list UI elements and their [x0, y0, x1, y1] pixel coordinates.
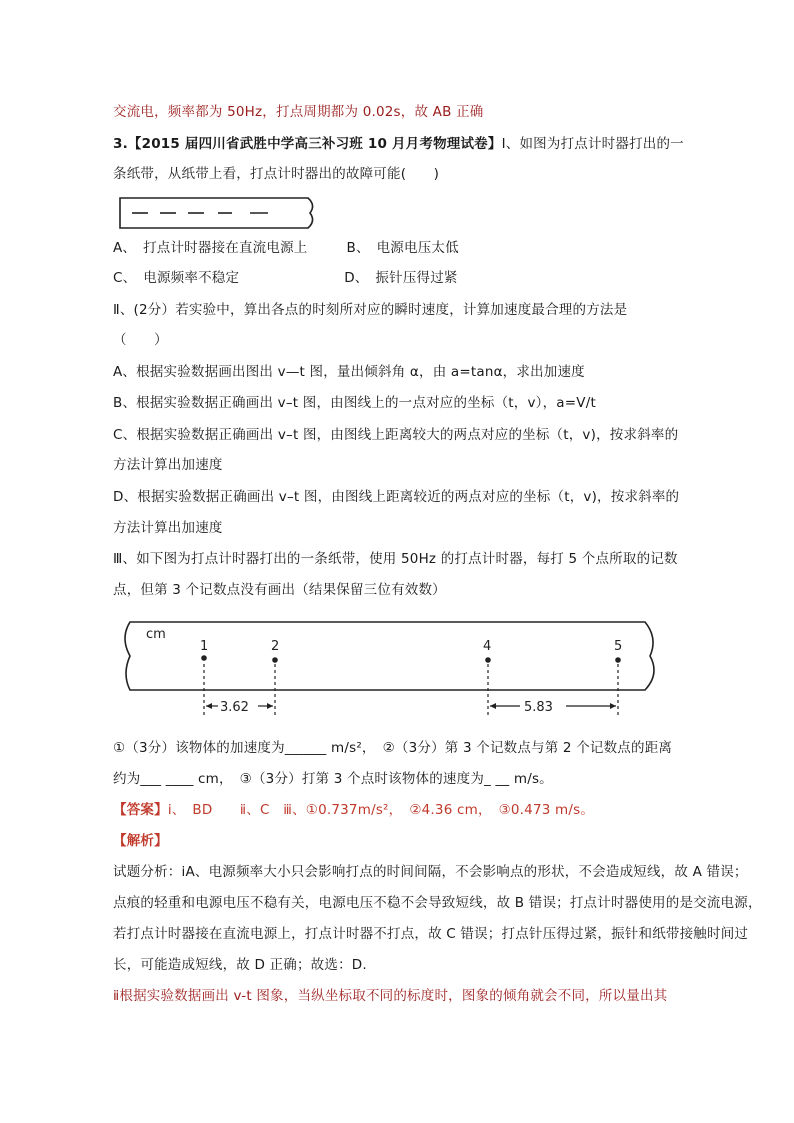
option-a: A、 打点计时器接在直流电源上	[113, 240, 308, 256]
answer-tag: 【答案】	[113, 802, 168, 818]
question-3-header	[113, 134, 684, 154]
tape-unit-label: cm	[146, 627, 166, 642]
count-point-4	[485, 657, 491, 663]
question-source: 【2015 届四川省武胜中学高三补习班 10 月月考物理试卷】	[127, 136, 502, 152]
part2-option-b: B、根据实验数据正确画出 v–t 图，由图线上的一点对应的坐标（t，v），a=V/t	[113, 395, 596, 411]
analysis-line-5: ⅱ根据实验数据画出 v-t 图象，当纵坐标取不同的标度时，图象的倾角就会不同，所以量出其	[113, 988, 668, 1004]
part1-intro-b: 条纸带，从纸带上看，打点计时器出的故障可能( )	[113, 166, 440, 182]
fill-in-line-b: 约为___ ____ cm， ③（3分）打第 3 个点时该物体的速度为_ __ m/s。	[113, 771, 553, 787]
part3-question-a: Ⅲ、如下图为打点计时器打出的一条纸带，使用 50Hz 的打点计时器，每打 5 个点所取的记数	[113, 551, 678, 567]
option-c: C、 电源频率不稳定	[113, 270, 240, 286]
fill-in-line-a: ①（3分）该物体的加速度为______ m/s²， ②（3分）第 3 个记数点与第 2 个记数点的距离	[113, 740, 673, 756]
distance-label-4-5: 5.83	[524, 700, 553, 715]
count-point-label-5: 5	[614, 639, 623, 654]
analysis-tag: 【解析】	[113, 833, 168, 849]
option-b: B、 电源电压太低	[346, 240, 459, 256]
count-point-label-4: 4	[483, 639, 492, 654]
count-point-2	[272, 657, 278, 663]
part2-option-a: A、根据实验数据画出图出 v—t 图，量出倾斜角 α，由 a=tanα，求出加速度	[113, 364, 585, 380]
option-row-2	[113, 268, 458, 288]
count-point-label-2: 2	[271, 639, 280, 654]
answer-text: ⅰ、 BD ⅱ、C ⅲ、①0.737m/s²， ②4.36 cm， ③0.473 m/s。	[167, 802, 595, 818]
option-d: D、 振针压得过紧	[344, 270, 458, 286]
analysis-line-3: 若打点计时器接在直流电源上，打点计时器不打点，故 C 错误；打点针压得过紧，振针和纸带接触时间过	[113, 926, 749, 942]
part2-question-a: Ⅱ、(2分）若实验中，算出各点的时刻所对应的瞬时速度，计算加速度最合理的方法是	[113, 302, 628, 318]
question-number: 3.	[113, 136, 128, 152]
part1-intro-a: Ⅰ、如图为打点计时器打出的一	[501, 136, 684, 152]
count-point-5	[615, 657, 621, 663]
analysis-line-4: 长，可能造成短线，故 D 正确；故选：D.	[113, 957, 367, 973]
count-point-label-1: 1	[200, 639, 209, 654]
part2-question-b: （ ）	[113, 332, 168, 348]
part2-option-d-line1: D、根据实验数据正确画出 v–t 图，由图线上距离较近的两点对应的坐标（t，v)，按求斜率的	[113, 489, 680, 505]
previous-answer-line: 交流电，频率都为 50Hz，打点周期都为 0.02s，故 AB 正确	[113, 104, 484, 120]
part2-option-d-line2: 方法计算出加速度	[113, 520, 223, 536]
paper-tape-figure-1	[118, 195, 318, 231]
count-point-1	[201, 655, 207, 661]
paper-tape-figure-2	[120, 618, 665, 723]
part2-option-c-line1: C、根据实验数据正确画出 v–t 图，由图线上距离较大的两点对应的坐标（t，v)，按求斜率的	[113, 427, 679, 443]
analysis-line-2: 点痕的轻重和电源电压不稳有关，电源电压不稳不会导致短线，故 B 错误；打点计时器使用的是交流电源，	[113, 895, 762, 911]
distance-label-1-2: 3.62	[220, 700, 249, 715]
analysis-line-1: 试题分析：ⅰA、电源频率大小只会影响打点的时间间隔，不会影响点的形状，不会造成短线，故 A 错误；	[113, 864, 748, 880]
part2-option-c-line2: 方法计算出加速度	[113, 457, 223, 473]
option-row-1	[113, 238, 459, 258]
part3-question-b: 点，但第 3 个记数点没有画出（结果保留三位有效数）	[113, 582, 446, 598]
answer-line	[113, 800, 594, 820]
